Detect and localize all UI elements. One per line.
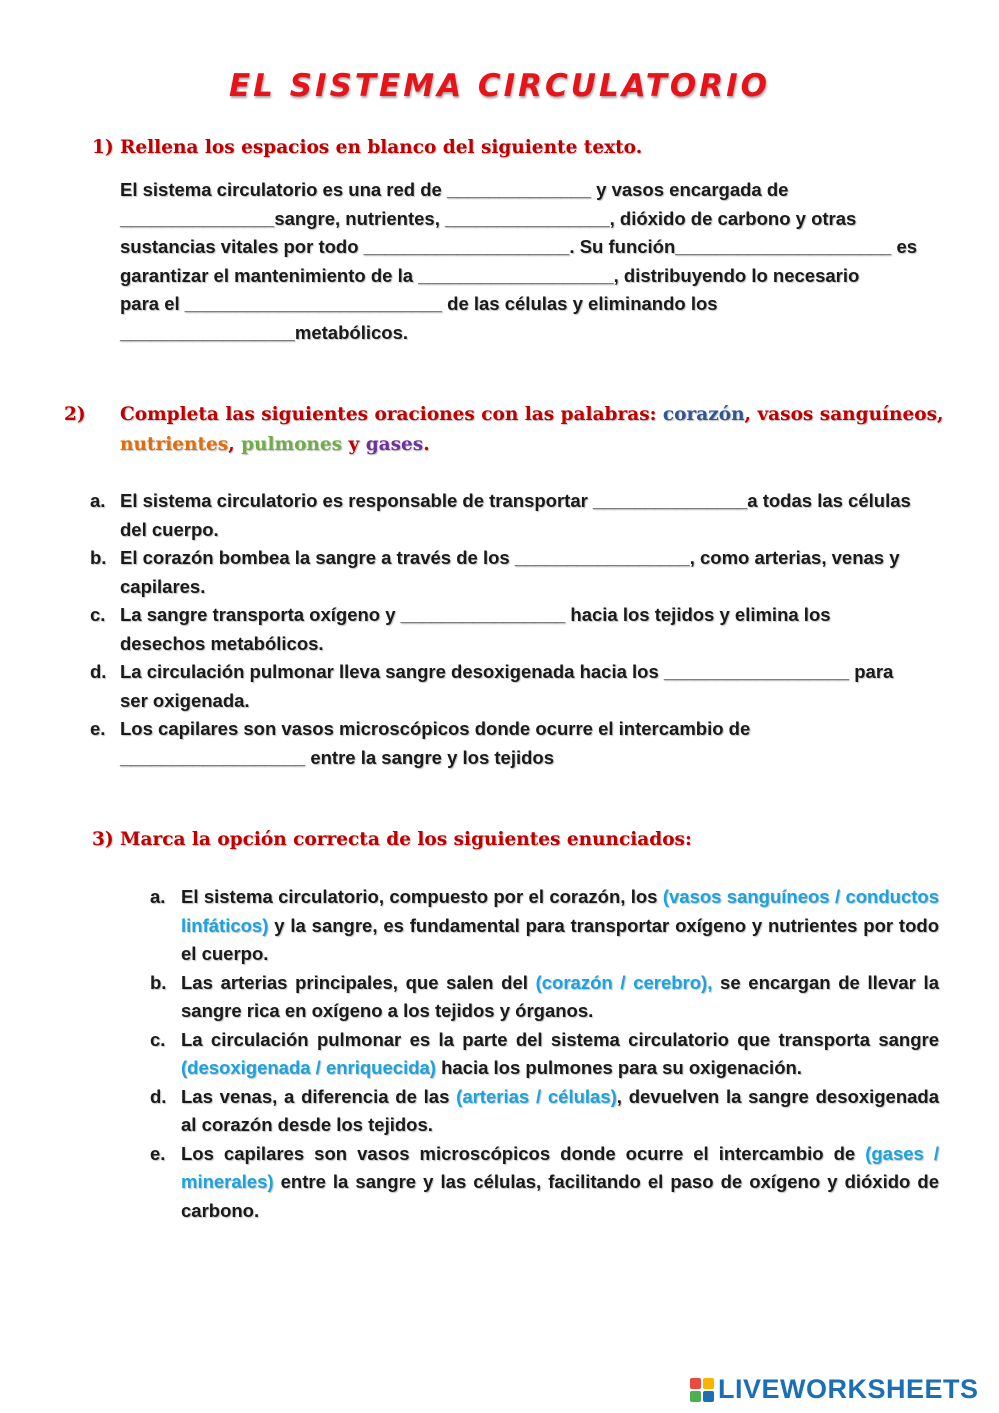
section-1-number: 1) [92,137,114,158]
section-3-heading [92,825,952,855]
list-item [150,1083,939,1140]
paragraph-line: _______________sangre, nutrientes, ________________, dióxido de carbono y otras [120,207,857,229]
list-item [150,969,939,1026]
statement-post: y la sangre, es fundamental para transportar oxígeno y nutrientes por todo el cuerpo. [181,914,939,964]
word-separator: y [342,434,366,455]
item-text: El sistema circulatorio es responsable de transportar _______________a todas las células del cuerpo. [120,490,911,540]
list-item [150,1026,939,1083]
section-3-heading-text: Marca la opción correcta de los siguientes enunciados: [120,829,692,850]
statement-pre: Las venas, a diferencia de las [181,1085,457,1107]
fill-in-paragraph [120,176,940,347]
list-item [90,715,920,772]
sentence-list [90,487,920,772]
list-item [90,601,920,658]
item-letter: c. [90,604,106,625]
item-letter: b. [150,971,167,993]
logo-icon [690,1378,714,1402]
item-text: La circulación pulmonar lleva sangre desoxigenada hacia los __________________ para ser oxigenada. [120,661,894,711]
item-text [181,969,939,1026]
item-letter: a. [90,490,106,511]
list-item [90,658,920,715]
logo-square [703,1378,714,1389]
item-text: El corazón bombea la sangre a través de los _________________, como arterias, venas y capilares. [120,547,900,597]
option-choice[interactable]: (corazón / cerebro), [535,971,713,993]
statement-pre: El sistema circulatorio, compuesto por el corazón, los [181,886,663,907]
logo-square [690,1378,701,1389]
section-2-heading-text: Completa las siguientes oraciones con las palabras: [120,404,663,425]
statement-post: , devuelven la sangre desoxigenada al corazón desde los tejidos. [181,1085,939,1135]
word-separator: , [744,404,758,425]
item-letter: e. [150,1142,166,1164]
option-choice[interactable]: (vasos sanguíneos / conductos linfáticos) [181,886,939,936]
section-3-number: 3) [92,829,114,850]
paragraph-line: garantizar el mantenimiento de la ___________________, distribuyendo lo necesario [120,264,860,286]
list-item [150,1140,939,1226]
logo-square [690,1391,701,1402]
list-item [90,487,920,544]
statement-pre: La circulación pulmonar es la parte del sistema circulatorio que transporta sangre [181,1028,939,1050]
item-text [181,883,939,969]
item-text: Los capilares son vasos microscópicos donde ocurre el intercambio de __________________ entre la sangre y los tejidos [120,718,751,768]
heading-end: . [423,434,430,455]
item-letter: e. [90,718,106,739]
item-letter: d. [90,661,107,682]
paragraph-line: sustancias vitales por todo ____________________. Su función_____________________ es [120,236,918,257]
paragraph-line: para el _________________________ de las células y eliminando los [120,293,718,314]
paragraph-line: El sistema circulatorio es una red de ______________ y vasos encargada de [120,179,789,200]
section-2-number: 2) [64,404,86,425]
item-text [181,1083,939,1140]
item-text [181,1026,939,1083]
liveworksheets-logo [690,1374,979,1405]
paragraph-line: _________________metabólicos. [120,321,408,343]
item-text [181,1140,939,1226]
item-letter: d. [150,1085,167,1107]
statement-pre: Los capilares son vasos microscópicos donde ocurre el intercambio de [181,1142,866,1164]
word-separator: , [937,404,944,425]
statement-post: hacia los pulmones para su oxigenación. [435,1057,802,1078]
list-item [90,544,920,601]
section-1-heading-text: Rellena los espacios en blanco del siguiente texto. [120,137,643,158]
statement-post: entre la sangre y las células, facilitando el paso de oxígeno y dióxido de carbono. [181,1171,939,1221]
word-bank-nutrientes: nutrientes [120,434,229,455]
item-letter: c. [150,1028,166,1050]
logo-text: LIVEWORKSHEETS [718,1374,979,1404]
statement-post: se encargan de llevar la sangre rica en oxígeno a los tejidos y órganos. [181,971,939,1021]
word-bank-pulmones: pulmones [241,434,343,455]
list-item [150,883,939,969]
option-choice[interactable]: (arterias / células) [456,1085,617,1107]
worksheet-title: EL SISTEMA CIRCULATORIO [229,68,770,104]
item-letter: a. [150,886,166,907]
section-2-heading [64,400,952,460]
item-text: La sangre transporta oxígeno y ________________ hacia los tejidos y elimina los desechos metabólicos. [120,604,831,654]
statement-list [150,883,939,1225]
option-choice[interactable]: (desoxigenada / enriquecida) [181,1057,436,1078]
option-choice[interactable]: (gases / minerales) [181,1142,939,1192]
item-letter: b. [90,547,107,568]
statement-pre: Las arterias principales, que salen del [181,971,536,993]
word-bank-vasos: vasos sanguíneos [757,404,938,425]
word-bank-gases: gases [365,434,424,455]
section-1-heading [92,133,952,163]
word-bank-corazon: corazón [662,404,745,425]
word-separator: , [228,434,242,455]
logo-square [703,1391,714,1402]
